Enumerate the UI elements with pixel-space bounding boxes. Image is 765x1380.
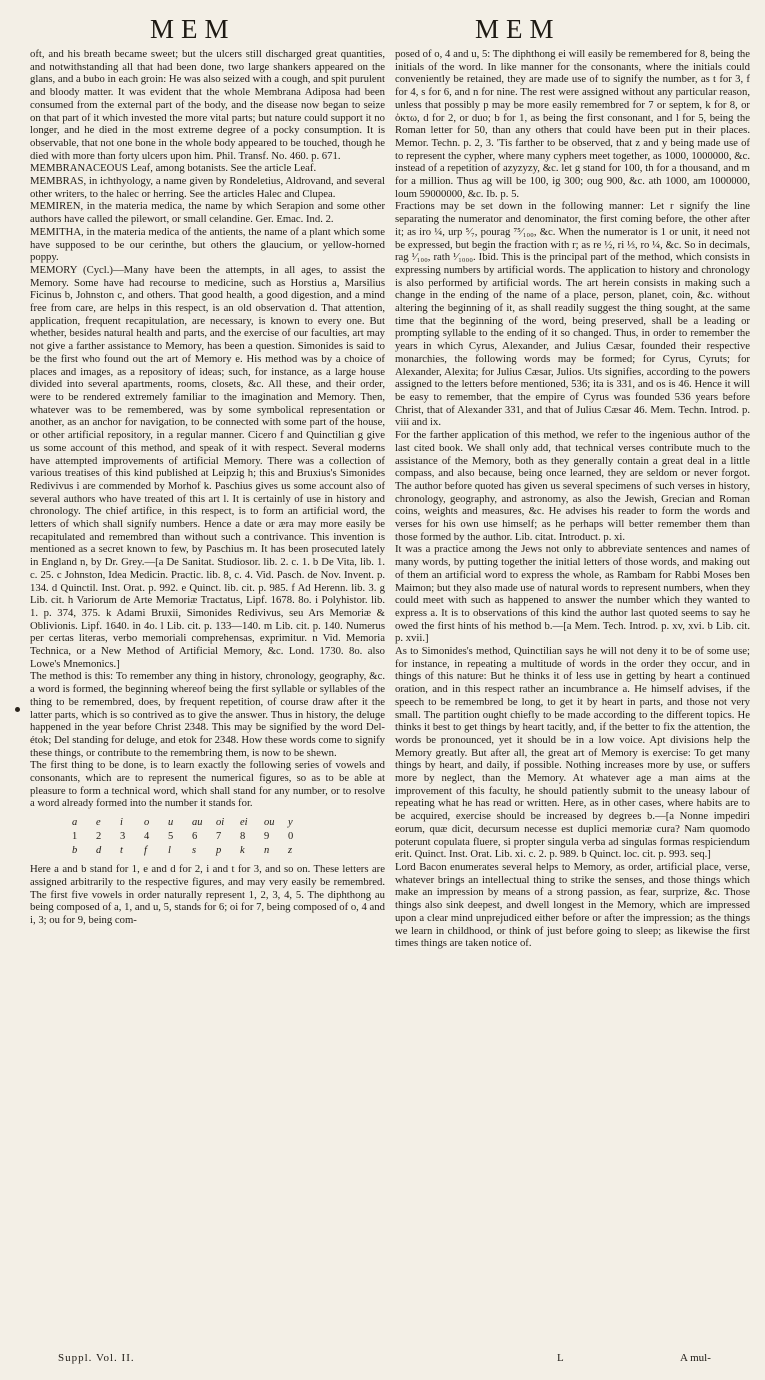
paragraph: MEMIREN, in the materia medica, the name by which Serapion and some other authors have called the pilewort, or small celandine. Ger. Emac. Ind. 2. — [30, 200, 385, 226]
left-column — [30, 48, 385, 927]
cipher-consonant: s — [192, 844, 197, 856]
paragraph: MEMORY (Cycl.)—Many have been the attempts, in all ages, to assist the Memory. Some have had recourse to medicine, such as Horstius a, Marsilius Ficinus b, Johnston c, and others. That good health, a good digestion, and a mind free from care, are helps in this respect, is an old observation d. That attention, application, frequent recapitulation, are necessary, is known to every one. But whether, besides natural health and parts, and the exercise of our faculties, art may not give a farther assistance to Memory, has been a question. Simonides is said to be the first who found out the art of Memory e. His method was by a choice of places and images, as a repository of ideas; such, for instance, as a large house divided into several apartments, rooms, closets, &c. All these, and their order, were to be rendered extremely familiar to the imagination and Memory. Then, whatever was to be remembered, was by some symbolical representation or another, as an anchor for navigation, to be connected with some part of the house, or other artificial repository, in a regular manner. Cicero f and Quinctilian g give us some account of this method, and speak of it with respect. Several moderns have attempted improvements of artificial Memory. There was a collection of various treatises of this kind published at Leipzig h; this and Bruxius's Simonides Redivivus i are commended by Morhof k. Paschius gives us some account also of several authors who have treated of this art l. It is certainly of use in history and chronology. The chief artifice, in this respect, is to form an artificial word, the letters of which shall signify numbers. Hence a date or æra may more easily be recapitulated and remembred than without such a contrivance. This invention is mentioned as a secret known to few, by Paschius m. It has been prosecuted lately in England n, by Dr. Grey.—[a De Sanitat. Studiosor. lib. 2. c. 1. b De Vita, lib. 1. c. 25. c Johnston, Idea Medicin. Practic. lib. 8, c. 4. Vid. Pasch. de Nov. Invent. p. 134. d Quinctil. Inst. Orat. p. 992. e Quinct. lib. cit. p. 985. f Ad Herenn. lib. 3. g Lib. cit. h Variorum de Arte Memoriæ Tractatus, Lipf. 1678. 8o. i Polyhistor. lib. 1. p. 374, 375. k Adami Bruxii, Simonides Redivivus, seu Ars Memoriæ & Oblivionis. Lipf. 1640. in 4o. l Lib. cit. p. 133—140. m Lib. cit. p. 140. Numerus per certas literas, verbo memoriali comprehensas, exprimitur. n Vid. Memoria Technica, or a New Method of Artificial Memory, &c. Lond. 1730. 8o. also Lowe's Mnemonics.] — [30, 263, 385, 670]
right-column — [395, 48, 750, 950]
cipher-vowel: ou — [264, 817, 275, 829]
paragraph: MEMBRAS, in ichthyology, a name given by Rondeletius, Aldrovand, and several other writers, to the halec or herring. See the articles Halec and Clupea. — [30, 175, 385, 200]
paragraph: oft, and his breath became sweet; but the ulcers still discharged great quantities, and notwithstanding all that had been done, two large shankers appeared on the glans, and a bubo in each groin: He was also seized with a cough, and spit purulent and bloody matter. It was evident that the whole Membrana Adiposa had been consumed from the external part of the body, and the disease now began to seize on that part of it which invested the more vital parts; but nature could support it no longer, and he died in the most extreme degree of a pocky consumption. It is observable, that not one bone in the whole body appeared to be touched, though he died with more than forty ulcers upon him. Phil. Transf. No. 460. p. 671. — [30, 48, 385, 162]
running-head — [0, 14, 765, 44]
cipher-consonant: d — [96, 844, 102, 856]
cipher-consonant: k — [240, 844, 245, 856]
cipher-consonant: p — [216, 844, 222, 856]
cipher-number: 1 — [72, 830, 78, 842]
margin-dot-mark — [15, 707, 20, 712]
cipher-number: 3 — [120, 830, 126, 842]
paragraph: Here a and b stand for 1, e and d for 2, i and t for 3, and so on. These letters are assigned arbitrarily to the respective figures, and may very easily be remembred. The first five vowels in order naturally represent 1, 2, 3, 4, 5. The diphthong au being composed of a, 1, and u, 5, stands for 6; oi for 7, being composed of o, 4 and i, 3; ou for 9, being com- — [30, 863, 385, 927]
cipher-vowel: y — [288, 817, 293, 829]
cipher-consonant: n — [264, 844, 270, 856]
cipher-number: 2 — [96, 830, 102, 842]
paragraph: Fractions may be set down in the following manner: Let r signify the line separating the numerator and denominator, the first coming before, the other after it; as iro ¼, urp ⁵⁄₇, pourag ⁷⁵⁄₁₀₀, &c. When the numerator is 1 or unit, it need not be expressed, but begin the fraction with r; as re ½, ri ⅓, ro ¼, &c. So in decimals, rag ¹⁄₁₀₀, rath ¹⁄₁₀₀₀. Ibid. This is the principal part of the method, which consists in expressing numbers by artificial words. The application to history and chronology is also performed by artificial words. The art herein consists in making such a change in the ending of the name of a place, person, planet, coin, &c. without altering the beginning of it, as shall readily suggest the thing sought, at the same time that the beginning of the word, being preserved, shall be a leading or prompting syllable to the ending of it so changed. Thus, in order to remember the years in which Cyrus, Alexander, and Julius Cæsar, founded their respective monarchies, the following words may be formed; for Cyrus, Cyruts; for Alexander, Alexita; for Julius Cæsar, Julios. Uts signifies, according to the powers assigned to the letters before mentioned, 536; ita is 331, and os is 46. Hence it will be easy to remember, that the empire of Cyrus was founded 536 years before Christ, that of Alexander 331, and that of Julius Cæsar 46. Mem. Techn. Introd. p. viii and ix. — [395, 200, 750, 429]
cipher-vowel: e — [96, 817, 101, 829]
cipher-vowel: a — [72, 817, 78, 829]
cipher-consonant: t — [120, 844, 123, 856]
paragraph: MEMITHA, in the materia medica of the antients, the name of a plant which some have supposed to be our cerinthe, but others the glaucium, or yellow-horned poppy. — [30, 225, 385, 264]
cipher-consonant: b — [72, 844, 78, 856]
cipher-vowel: au — [192, 817, 203, 829]
paragraph: MEMBRANACEOUS Leaf, among botanists. See the article Leaf. — [30, 162, 317, 175]
cipher-vowel: o — [144, 817, 150, 829]
cipher-consonant: f — [144, 844, 147, 856]
page-footer — [0, 1352, 765, 1372]
cipher-vowel: ei — [240, 817, 248, 829]
running-head-left: MEM — [150, 14, 236, 44]
cipher-table — [72, 817, 385, 857]
cipher-vowel: i — [120, 817, 123, 829]
cipher-vowel: u — [168, 817, 174, 829]
cipher-consonant: l — [168, 844, 171, 856]
paragraph: For the farther application of this method, we refer to the ingenious author of the last cited book. We shall only add, that technical verses contribute much to the assistance of the Memory, both as they generally contain a great deal in a little compass, and also because, being once learned, they are seldom or never forgot. The author before quoted has given us several specimens of such verses in history, chronology, geography, and astronomy, as also the Jewish, Grecian and Roman coins, weights and measures, &c. He advises his reader to form the words and verses for his own use himself; as he perhaps will better remember them than those formed by the author. Lib. citat. Introduct. p. xi. — [395, 429, 750, 543]
cipher-consonant: z — [288, 844, 293, 856]
catchword: A mul- — [680, 1352, 711, 1364]
paragraph: posed of o, 4 and u, 5: The diphthong ei will easily be remembered for 8, being the initials of the word. In like manner for the consonants, where the initials could conveniently be retained, they are made use of to signify the number, as t for 3, f for 4, s for 6, and n for nine. The rest were assigned without any particular reason, unless that possibly p may be more easily remembred for 7 or septem, k for 8, or ὀκτω, d for 2, or duo; b for 1, as being the first consonant, and l for 5, being the Roman letter for 50, than any others that could have been put in their places. Memor. Techn. p. 2, 3. 'Tis farther to be observed, that z and y being made use of to represent the cypher, where many cyphers meet together, as 1000, 1000000, &c. instead of a repetition of azyzyzy, &c. let g stand for 100, th for a thousand, and m for a million. Thus ag will be 100, ig 300; oug 900, &c. ath 1000, am 1000000, loum 59000000, &c. Ib. p. 5. — [395, 48, 750, 200]
paragraph: The method is this: To remember any thing in history, chronology, geography, &c. a word is formed, the beginning whereof being the first syllable or syllables of the thing to be remembred, does, by frequent repetition, of course draw after it the latter parts, which is so contrived as to give the answer. Thus in history, the deluge happened in the year before Christ 2348. This may be signified by the word Del-étok; Del standing for deluge, and etok for 2348. How these words come to signify these things, or contribute to the remembring them, is now to be shewn. — [30, 670, 385, 759]
signature-mark: L — [557, 1352, 564, 1364]
cipher-number: 0 — [288, 830, 294, 842]
paragraph: The first thing to be done, is to learn exactly the following series of vowels and consonants, which are to represent the numerical figures, so as to be able at pleasure to form a technical word, which shall stand for any number, or to resolve a word already formed into the number it stands for. — [30, 759, 385, 810]
signature-line: Suppl. Vol. II. — [58, 1352, 135, 1364]
cipher-number: 6 — [192, 830, 198, 842]
cipher-number: 9 — [264, 830, 270, 842]
paragraph: As to Simonides's method, Quinctilian says he will not deny it to be of some use; for instance, in repeating a multitude of words in the order they occur, and in things of this nature: But he thinks it of less use in getting by heart a continued oration, and in this respect rather an incumbrance a. He himself advises, if the speech to be remembred be long, to get it by heart in parts, and those not very small. The partition ought chiefly to be made according to the different topics. He thinks it best to get things by heart tacitly, and, if the better to fix the attention, the words be pronounced, yet it should be in a low voice. Apt divisions help the Memory greatly. But after all, the great art of Memory is exercise: To get many things by heart, and daily, if possible. Nothing increases more by use, or suffers more by neglect, than the Memory. At whatever age a man aims at the improvement of this faculty, he should patiently submit to the uneasy labour of repeating what he has read or written. Here, as in other cases, where habits are to be acquired, exercise should be increased by degrees b.—[a Nonne impediri eorum, quæ dicit, decursum necesse est duplici memoriæ cura? Nam quomodo poterunt copulata fluere, si propter singula verba ad singulas formas respiciendum erit. Quinct. Inst. Orat. Lib. xi. c. 2. p. 989. b Quinct. loc. cit. p. 993. seq.] — [395, 645, 750, 861]
paragraph: It was a practice among the Jews not only to abbreviate sentences and names of many words, by putting together the initial letters of those words, and making out of them an artificial word to express the whole, as Rambam for Rabbi Moses ben Maimon; but they also made use of natural words to represent numbers, when they could meet with such as happened to answer the number which they wanted to express a. It is to observations of this kind the author last quoted seems to say he owed the first hints of his method b.—[a Mem. Tech. Introd. p. xv, xvi. b Lib. cit. p. xvii.] — [395, 543, 750, 645]
cipher-vowel: oi — [216, 817, 225, 829]
running-head-right: MEM — [475, 14, 561, 44]
cipher-number: 5 — [168, 830, 174, 842]
cipher-number: 4 — [144, 830, 150, 842]
paragraph: Lord Bacon enumerates several helps to Memory, as order, artificial place, verse, whatever brings an intellectual thing to strike the senses, and those things which make an impression by means of a strong passion, as fear, surprize, &c. Those things also sink deepest, and dwell longest in the Memory, which are impressed upon a clear mind unprejudiced either before or after the impression; as the things we learn in childhood, or think of just before going to sleep; as likewise the first times things are taken notice of. — [395, 861, 750, 950]
cipher-number: 7 — [216, 830, 222, 842]
cipher-number: 8 — [240, 830, 246, 842]
